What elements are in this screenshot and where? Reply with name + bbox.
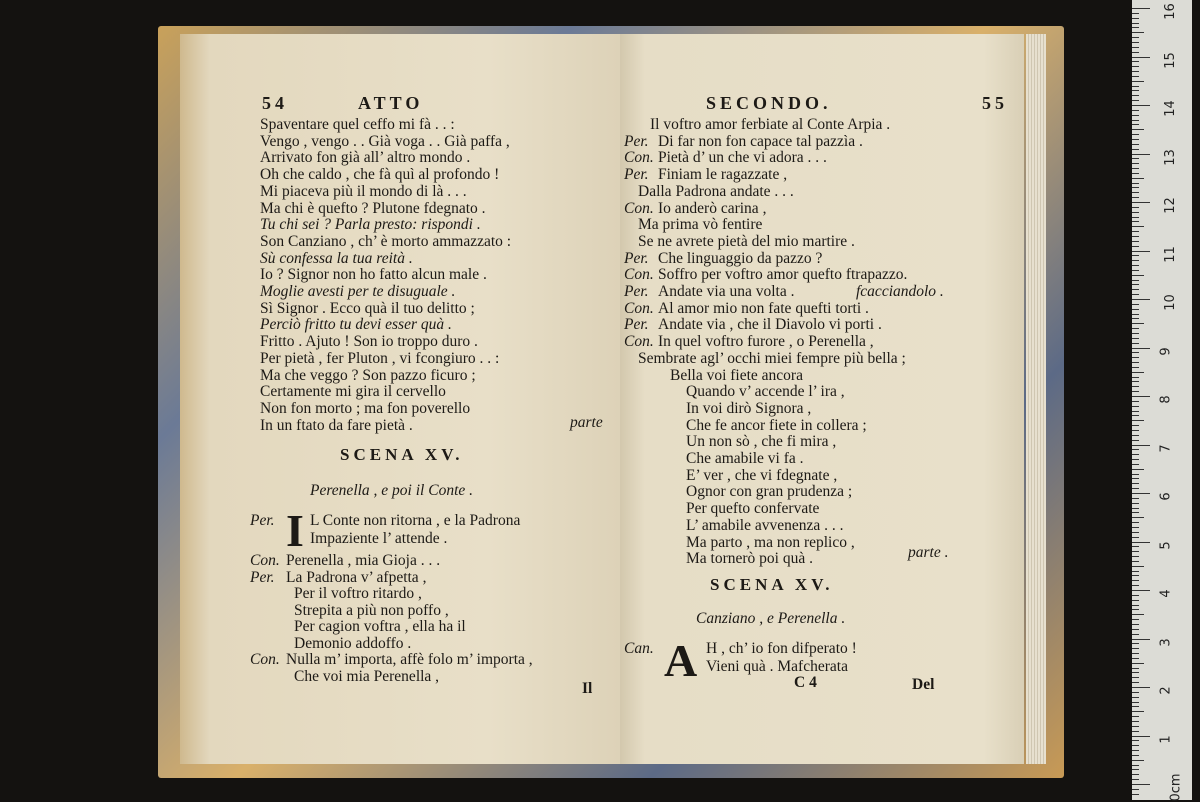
speaker-label: Per. xyxy=(624,166,649,184)
ruler-tick xyxy=(1132,634,1139,635)
exit-note-right: parte . xyxy=(908,544,949,561)
ruler-tick xyxy=(1132,648,1139,649)
stage-direction: fcacciandolo . xyxy=(856,283,944,300)
verse-line: Son Canziano , ch’ è morto ammazzato : xyxy=(260,232,512,250)
dialogue-line: In quel voftro furore , o Perenella , xyxy=(658,333,874,351)
ruler-tick xyxy=(1132,522,1139,523)
dialogue-line: E’ ver , che vi fdegnate , xyxy=(686,466,838,484)
dialogue-line: Ma tornerò poi quà . xyxy=(686,550,813,568)
ruler-tick xyxy=(1132,706,1139,707)
dialogue-line: Io anderò carina , xyxy=(658,199,767,217)
dialogue-line: Perenella , mia Gioja . . . xyxy=(286,552,441,569)
ruler-tick xyxy=(1132,352,1139,353)
ruler-tick xyxy=(1132,129,1144,130)
ruler-tick xyxy=(1132,386,1139,387)
ruler-tick xyxy=(1132,629,1139,630)
dialogue-line: Che linguaggio da pazzo ? xyxy=(658,249,823,267)
ruler-tick xyxy=(1132,241,1139,242)
ruler-tick xyxy=(1132,260,1139,261)
ruler-tick xyxy=(1132,755,1139,756)
ruler-tick xyxy=(1132,139,1139,140)
verse-line: Fritto . Ajuto ! Son io troppo duro . xyxy=(260,333,478,351)
drop-cap-right: A xyxy=(664,635,698,686)
page-edge-strip xyxy=(1026,34,1046,764)
ruler-tick xyxy=(1132,289,1139,290)
dialogue-line: Sembrate agl’ occhi miei fempre più bella ; xyxy=(638,349,906,367)
ruler-tick xyxy=(1132,483,1139,484)
ruler-tick xyxy=(1132,294,1139,295)
signature-mark: C 4 xyxy=(794,674,817,691)
verse-line: Sì Signor . Ecco quà il tuo delitto ; xyxy=(260,299,475,317)
speaker-label: Per. xyxy=(250,512,275,529)
ruler-tick xyxy=(1132,765,1139,766)
ruler-tick xyxy=(1132,624,1139,625)
ruler-tick xyxy=(1132,571,1139,572)
verse-line: Arrivato fon già all’ altro mondo . xyxy=(260,149,471,167)
dialogue-line: Andate via una volta . xyxy=(658,283,795,300)
ruler-tick xyxy=(1132,609,1139,610)
dialogue-line: Che voi mia Perenella , xyxy=(294,667,440,685)
ruler-tick xyxy=(1132,716,1139,717)
ruler-tick xyxy=(1132,605,1139,606)
ruler-tick xyxy=(1132,454,1139,455)
ruler-tick xyxy=(1132,425,1139,426)
ruler-tick xyxy=(1132,178,1144,179)
dialogue-line: Ma parto , ma non replico , xyxy=(686,533,855,551)
ruler-tick xyxy=(1132,110,1139,111)
ruler-tick xyxy=(1132,677,1139,678)
dialogue-line: La Padrona v’ afpetta , xyxy=(286,568,427,586)
ruler-tick xyxy=(1132,299,1150,300)
ruler-tick xyxy=(1132,251,1150,252)
ruler-tick xyxy=(1132,682,1139,683)
verse-line: Certamente mi gira il cervello xyxy=(260,383,446,401)
ruler-tick xyxy=(1132,668,1139,669)
ruler-tick xyxy=(1132,100,1139,101)
scene-title-right: SCENA XV. xyxy=(710,575,834,594)
ruler-tick xyxy=(1132,711,1144,712)
right-page xyxy=(620,34,1024,764)
verse-line: Spaventare quel ceffo mi fà . . : xyxy=(260,116,455,133)
verse-line: Perciò fritto tu devi esser quà . xyxy=(260,316,452,334)
ruler-tick xyxy=(1132,493,1150,494)
ruler-tick xyxy=(1132,478,1139,479)
ruler-tick xyxy=(1132,66,1139,67)
dialogue-line: Al amor mio non fate quefti torti . xyxy=(658,299,869,317)
ruler-tick xyxy=(1132,692,1139,693)
ruler-tick xyxy=(1132,561,1139,562)
dialogue-line: Pietà d’ un che vi adora . . . xyxy=(658,149,827,167)
dialogue-line: Il voftro amor ferbiate al Conte Arpia . xyxy=(650,116,891,133)
ruler-tick xyxy=(1132,8,1150,9)
verse-line: Ma che veggo ? Son pazzo ficuro ; xyxy=(260,366,476,384)
ruler-tick xyxy=(1132,449,1139,450)
ruler-tick xyxy=(1132,556,1139,557)
ruler-tick xyxy=(1132,343,1139,344)
dialogue-line: Soffro per voftro amor quefto ftrapazzo. xyxy=(658,266,908,284)
speaker-label: Con. xyxy=(624,266,654,284)
ruler-tick xyxy=(1132,769,1139,770)
verse-line: Moglie avesti per te disuguale . xyxy=(260,283,456,300)
ruler-tick xyxy=(1132,32,1144,33)
ruler-tick xyxy=(1132,595,1139,596)
scene-cast-right: Canziano , e Perenella . xyxy=(696,610,846,627)
speaker-label: Per. xyxy=(624,283,649,300)
ruler-tick xyxy=(1132,226,1144,227)
ruler-tick xyxy=(1132,619,1139,620)
ruler-tick xyxy=(1132,270,1139,271)
ruler-number: 5 xyxy=(1158,540,1174,550)
ruler-tick xyxy=(1132,314,1139,315)
dialogue-line: Un non sò , che fi mira , xyxy=(686,433,837,451)
ruler-tick xyxy=(1132,702,1139,703)
ruler-tick xyxy=(1132,697,1139,698)
ruler-tick xyxy=(1132,663,1144,664)
ruler-tick xyxy=(1132,202,1150,203)
ruler-number: 13 xyxy=(1162,148,1178,166)
ruler-tick xyxy=(1132,280,1139,281)
ruler-tick xyxy=(1132,57,1150,58)
ruler-tick xyxy=(1132,672,1139,673)
ruler-tick xyxy=(1132,488,1139,489)
ruler-tick xyxy=(1132,212,1139,213)
ruler-tick xyxy=(1132,740,1139,741)
ruler-tick xyxy=(1132,236,1139,237)
verse-line: Non fon morto ; ma fon poverello xyxy=(260,399,471,417)
ruler-number: 16 xyxy=(1162,3,1178,20)
ruler-tick xyxy=(1132,566,1144,567)
ruler-tick xyxy=(1132,430,1139,431)
ruler-tick xyxy=(1132,158,1139,159)
speaker-label: Con. xyxy=(624,199,654,217)
drop-cap-left: I xyxy=(286,505,304,556)
dialogue-line: Quando v’ accende l’ ira , xyxy=(686,383,845,401)
ruler-tick xyxy=(1132,42,1139,43)
ruler-tick xyxy=(1132,318,1139,319)
speaker-label: Per. xyxy=(624,249,649,267)
dialogue-line: Ma prima vò fentire xyxy=(638,216,763,234)
dialogue-line: Finiam le ragazzate , xyxy=(658,166,788,184)
ruler-tick xyxy=(1132,217,1139,218)
ruler-tick xyxy=(1132,415,1139,416)
dialogue-line: L’ amabile avvenenza . . . xyxy=(686,516,844,534)
ruler-tick xyxy=(1132,231,1139,232)
ruler-tick xyxy=(1132,71,1139,72)
ruler-tick xyxy=(1132,134,1139,135)
ruler-tick xyxy=(1132,731,1139,732)
ruler-number: 14 xyxy=(1162,100,1178,117)
ruler-tick xyxy=(1132,13,1139,14)
ruler-number: 8 xyxy=(1158,395,1174,404)
ruler-tick xyxy=(1132,420,1144,421)
ruler-tick xyxy=(1132,459,1139,460)
ruler-tick xyxy=(1132,86,1139,87)
dialogue-line: Per quefto confervate xyxy=(686,500,820,518)
ruler-number: 9 xyxy=(1158,346,1174,356)
dialogue-line: Se ne avrete pietà del mio martire . xyxy=(638,232,855,250)
exit-note-left: parte xyxy=(570,414,603,431)
dialogue-line: Impaziente l’ attende . xyxy=(310,530,448,547)
ruler-tick xyxy=(1132,721,1139,722)
ruler-tick xyxy=(1132,590,1150,591)
ruler-tick xyxy=(1132,154,1150,155)
ruler-tick xyxy=(1132,532,1139,533)
ruler-tick xyxy=(1132,197,1139,198)
ruler-tick xyxy=(1132,163,1139,164)
ruler-tick xyxy=(1132,37,1139,38)
ruler-tick xyxy=(1132,323,1144,324)
ruler-tick xyxy=(1132,546,1139,547)
ruler-number: 11 xyxy=(1162,245,1178,263)
ruler-tick xyxy=(1132,726,1139,727)
ruler-tick xyxy=(1132,527,1139,528)
ruler-tick xyxy=(1132,794,1139,795)
catchword-right: Del xyxy=(912,676,935,693)
ruler-tick xyxy=(1132,124,1139,125)
ruler-tick xyxy=(1132,348,1150,349)
ruler-tick xyxy=(1132,23,1139,24)
ruler-tick xyxy=(1132,658,1139,659)
verse-line: Io ? Signor non ho fatto alcun male . xyxy=(260,266,487,284)
ruler-tick xyxy=(1132,445,1150,446)
ruler-tick xyxy=(1132,328,1139,329)
ruler-tick xyxy=(1132,469,1144,470)
scene-cast-left: Perenella , e poi il Conte . xyxy=(310,482,473,499)
ruler-tick xyxy=(1132,774,1139,775)
ruler-tick xyxy=(1132,508,1139,509)
ruler-tick xyxy=(1132,745,1139,746)
speaker-label: Con. xyxy=(624,149,654,167)
dialogue-line: Che amabile vi fa . xyxy=(686,450,804,467)
page-edges xyxy=(1024,34,1046,764)
dialogue-line: Ognor con gran prudenza ; xyxy=(686,483,853,501)
ruler-tick xyxy=(1132,512,1139,513)
ruler-tick xyxy=(1132,372,1144,373)
ruler-tick xyxy=(1132,333,1139,334)
verse-line: Mi piaceva più il mondo di là . . . xyxy=(260,182,467,200)
ruler-tick xyxy=(1132,464,1139,465)
ruler-tick xyxy=(1132,639,1150,640)
ruler-number: 15 xyxy=(1162,51,1178,69)
ruler-tick xyxy=(1132,47,1139,48)
speaker-label: Can. xyxy=(624,640,654,657)
verse-line: Ma chi è quefto ? Plutone fdegnato . xyxy=(260,199,486,217)
ruler-tick xyxy=(1132,580,1139,581)
speaker-label: Con. xyxy=(250,651,280,668)
ruler-tick xyxy=(1132,542,1150,543)
verse-line: In un ftato da fare pietà . xyxy=(260,416,413,434)
ruler-tick xyxy=(1132,173,1139,174)
speaker-label: Per. xyxy=(624,316,649,334)
ruler-tick xyxy=(1132,575,1139,576)
ruler-number: 1 xyxy=(1158,734,1174,744)
ruler-tick xyxy=(1132,600,1139,601)
ruler-tick xyxy=(1132,517,1144,518)
ruler-tick xyxy=(1132,498,1139,499)
dialogue-line: In voi dirò Signora , xyxy=(686,399,812,417)
ruler-tick xyxy=(1132,18,1139,19)
dialogue-line: H , ch’ io fon difperato ! xyxy=(706,640,857,657)
dialogue-line: Bella voi fiete ancora xyxy=(670,366,803,384)
ruler-tick xyxy=(1132,401,1139,402)
ruler-number: 3 xyxy=(1158,637,1174,647)
ruler-tick xyxy=(1132,52,1139,53)
ruler-tick xyxy=(1132,27,1139,28)
ruler-tick xyxy=(1132,255,1139,256)
ruler-tick xyxy=(1132,643,1139,644)
ruler-tick xyxy=(1132,474,1139,475)
ruler-tick xyxy=(1132,90,1139,91)
ruler-tick xyxy=(1132,503,1139,504)
ruler-tick xyxy=(1132,304,1139,305)
ruler-number: 4 xyxy=(1158,589,1174,598)
dialogue-line: Nulla m’ importa, affè folo m’ importa , xyxy=(286,651,533,668)
ruler-tick xyxy=(1132,207,1139,208)
ruler-number: 12 xyxy=(1162,197,1178,214)
verse-line: Sù confessa la tua reità . xyxy=(260,249,413,267)
speaker-label: Per. xyxy=(624,132,649,150)
ruler-tick xyxy=(1132,61,1139,62)
ruler-tick xyxy=(1132,367,1139,368)
ruler-tick xyxy=(1132,585,1139,586)
ruler-number: 6 xyxy=(1158,492,1174,501)
verse-line: Tu chi sei ? Parla presto: rispondi . xyxy=(260,216,481,234)
dialogue-line: Dalla Padrona andate . . . xyxy=(638,182,794,200)
ruler-tick xyxy=(1132,789,1139,790)
speaker-label: Con. xyxy=(624,333,654,351)
dialogue-line: Che fe ancor fiete in collera ; xyxy=(686,416,867,434)
ruler-tick xyxy=(1132,784,1150,785)
verse-line: Vengo , vengo . . Già voga . . Già paffa , xyxy=(260,132,510,150)
ruler-tick xyxy=(1132,115,1139,116)
ruler-tick xyxy=(1132,391,1139,392)
verse-line: Per pietà , fer Pluton , vi fcongiuro . . : xyxy=(260,349,500,367)
page-number-left: 54 xyxy=(262,93,288,113)
ruler-tick xyxy=(1132,187,1139,188)
ruler-tick xyxy=(1132,377,1139,378)
ruler-tick xyxy=(1132,284,1139,285)
ruler-tick xyxy=(1132,144,1139,145)
ruler-tick xyxy=(1132,750,1139,751)
ruler-tick xyxy=(1132,440,1139,441)
scene-title-left: SCENA XV. xyxy=(340,445,464,464)
dialogue-line: Demonio addoffo . xyxy=(294,634,412,652)
ruler-tick xyxy=(1132,309,1139,310)
ruler-tick xyxy=(1132,537,1139,538)
dialogue-line: Di far non fon capace tal pazzìa . xyxy=(658,132,863,150)
ruler-tick xyxy=(1132,406,1139,407)
ruler-tick xyxy=(1132,76,1139,77)
speaker-label: Con. xyxy=(624,299,654,317)
ruler-tick xyxy=(1132,338,1139,339)
ruler-tick xyxy=(1132,357,1139,358)
open-book xyxy=(158,26,1064,778)
ruler-tick xyxy=(1132,362,1139,363)
ruler-tick xyxy=(1132,183,1139,184)
running-head-right: SECONDO. xyxy=(706,93,832,113)
ruler-tick xyxy=(1132,779,1139,780)
ruler-tick xyxy=(1132,396,1150,397)
ruler-tick xyxy=(1132,435,1139,436)
speaker-label: Con. xyxy=(250,552,280,569)
ruler-tick xyxy=(1132,411,1139,412)
ruler-number: 2 xyxy=(1158,686,1174,695)
ruler-number: 10 xyxy=(1162,294,1178,311)
ruler-tick xyxy=(1132,265,1139,266)
ruler-number: 7 xyxy=(1158,443,1174,453)
catchword-left: Il xyxy=(582,680,593,697)
ruler-tick xyxy=(1132,149,1139,150)
ruler-tick xyxy=(1132,381,1139,382)
speaker-label: Per. xyxy=(250,568,275,586)
ruler-tick xyxy=(1132,192,1139,193)
ruler-tick xyxy=(1132,275,1144,276)
ruler-tick xyxy=(1132,168,1139,169)
measuring-ruler xyxy=(1132,0,1192,800)
left-page xyxy=(180,34,620,764)
dialogue-line: Strepita a più non poffo , xyxy=(294,601,449,619)
verse-line: Oh che caldo , che fà quì al profondo ! xyxy=(260,166,500,184)
dialogue-line: Per il voftro ritardo , xyxy=(294,585,422,602)
dialogue-line: L Conte non ritorna , e la Padrona xyxy=(310,512,521,529)
running-head-left: ATTO xyxy=(358,93,424,113)
ruler-tick xyxy=(1132,736,1150,737)
dialogue-line: Per cagion voftra , ella ha il xyxy=(294,618,466,635)
ruler-tick xyxy=(1132,760,1144,761)
ruler-tick xyxy=(1132,653,1139,654)
ruler-tick xyxy=(1132,221,1139,222)
ruler-number: 0cm xyxy=(1168,773,1184,802)
ruler-tick xyxy=(1132,246,1139,247)
ruler-tick xyxy=(1132,81,1144,82)
ruler-tick xyxy=(1132,105,1150,106)
ruler-tick xyxy=(1132,120,1139,121)
dialogue-line: Vieni quà . Mafcherata xyxy=(706,658,848,675)
ruler-tick xyxy=(1132,551,1139,552)
ruler-tick xyxy=(1132,95,1139,96)
ruler-tick xyxy=(1132,614,1144,615)
dialogue-line: Andate via , che il Diavolo vi porti . xyxy=(658,316,882,334)
ruler-tick xyxy=(1132,687,1150,688)
page-number-right: 55 xyxy=(982,93,1008,113)
